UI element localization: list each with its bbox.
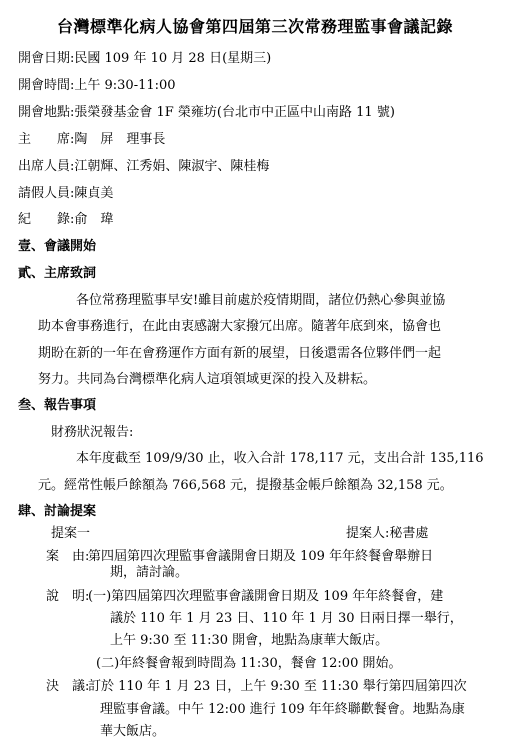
explain-line: (二)年終餐會報到時間為 11:30，餐會 12:00 開始。: [96, 656, 402, 671]
explain-label: 說 明:: [46, 589, 90, 604]
section-heading-3: 叁、報告事項: [18, 398, 97, 413]
explain-line: 上午 9:30 至 11:30 開會，地點為康華大飯店。: [110, 633, 389, 648]
chair-speech-line: 努力。共同為台灣標準化病人這項領域更深的投入及耕耘。: [38, 372, 377, 387]
chair-speech-line: 助本會事務進行，在此由衷感謝大家撥冗出席。隨著年底到來，協會也: [38, 319, 442, 334]
meeting-date: 開會日期:民國 109 年 10 月 28 日(星期三): [18, 51, 272, 66]
section-heading-1: 壹、會議開始: [18, 239, 97, 254]
proposal-number: 提案一: [51, 526, 91, 541]
chair-speech-line: 期盼在新的一年在會務運作方面有新的展望，日後還需各位夥伴們一起: [38, 346, 442, 361]
resolution-label: 決 議:: [46, 679, 90, 694]
chair-speech-line: 各位常務理監事早安!雖目前處於疫情期間，諸位仍熱心參與並協: [76, 293, 446, 308]
meeting-attendees: 出席人員:江朝輝、江秀娟、陳淑宇、陳桂梅: [18, 159, 270, 174]
explain-line: 議於 110 年 1 月 23 日、110 年 1 月 30 日兩日擇一舉行，: [110, 611, 463, 626]
report-line: 本年度截至 109/9/30 止，收入合計 178,117 元，支出合計 135,116: [76, 451, 484, 466]
case-line: 第四屆第四次理監事會議開會日期及 109 年年終餐會舉辦日: [88, 549, 434, 564]
explain-line: (一)第四屆第四次理監事會議開會日期及 109 年年終餐會，建: [88, 589, 444, 604]
section-heading-4: 肆、討論提案: [18, 504, 97, 519]
resolution-line: 華大飯店。: [100, 724, 166, 739]
case-label: 案 由:: [46, 549, 90, 564]
meeting-leave: 請假人員:陳貞美: [18, 186, 114, 201]
page-title: 台灣標準化病人協會第四屆第三次常務理監事會議記錄: [56, 17, 453, 36]
meeting-recorder: 紀 錄:俞 瑋: [18, 212, 114, 227]
report-line: 元。經常性帳戶餘額為 766,568 元，提撥基金帳戶餘額為 32,158 元。: [38, 478, 453, 493]
section-heading-2: 貳、主席致詞: [18, 266, 97, 281]
resolution-line: 理監事會議。中午 12:00 進行 109 年年終聯歡餐會。地點為康: [100, 702, 465, 717]
case-line: 期，請討論。: [110, 565, 189, 580]
meeting-chair: 主 席:陶 屏 理事長: [18, 132, 166, 147]
resolution-line: 訂於 110 年 1 月 23 日，上午 9:30 至 11:30 舉行第四屆第四次: [88, 679, 467, 694]
meeting-place: 開會地點:張榮發基金會 1F 榮雍坊(台北市中正區中山南路 11 號): [18, 105, 395, 120]
proposer: 提案人:秘書處: [346, 526, 429, 541]
report-subheading: 財務狀況報告:: [51, 425, 134, 440]
meeting-time: 開會時間:上午 9:30-11:00: [18, 78, 176, 93]
